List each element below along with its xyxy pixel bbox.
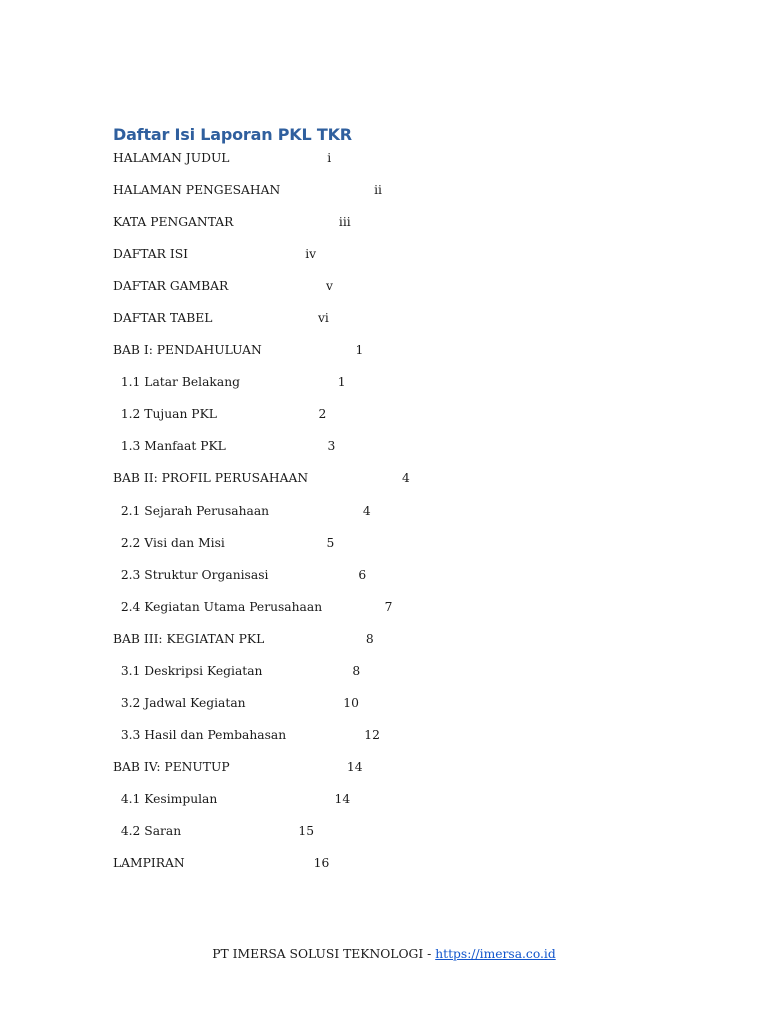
toc-entry-kata-pengantar: KATA PENGANTAR iii [113,215,351,230]
toc-entry-1-2: 1.2 Tujuan PKL 2 [113,407,327,422]
toc-entry-3-2: 3.2 Jadwal Kegiatan 10 [113,695,359,710]
toc-entry-2-1: 2.1 Sejarah Perusahaan 4 [113,503,371,518]
toc-entry-2-3: 2.3 Struktur Organisasi 6 [113,567,367,582]
toc-entry-3-3: 3.3 Hasil dan Pembahasan 12 [113,727,380,742]
document-title: Daftar Isi Laporan PKL TKR [113,125,352,144]
toc-entry-1-3: 1.3 Manfaat PKL 3 [113,439,336,454]
toc-entry-bab-3: BAB III: KEGIATAN PKL 8 [113,631,374,646]
footer-website-link[interactable]: https://imersa.co.id [435,947,556,961]
toc-entry-1-1: 1.1 Latar Belakang 1 [113,375,346,390]
toc-entry-3-1: 3.1 Deskripsi Kegiatan 8 [113,663,361,678]
page-footer [0,946,768,962]
toc-entry-bab-2: BAB II: PROFIL PERUSAHAAN 4 [113,471,410,486]
toc-entry-daftar-isi: DAFTAR ISI iv [113,247,317,262]
toc-entry-4-1: 4.1 Kesimpulan 14 [113,791,351,806]
toc-entry-2-4: 2.4 Kegiatan Utama Perusahaan 7 [113,599,393,614]
toc-entry-daftar-tabel: DAFTAR TABEL vi [113,311,329,326]
table-of-contents [113,150,410,887]
footer-company: PT IMERSA SOLUSI TEKNOLOGI - [212,947,436,961]
toc-entry-4-2: 4.2 Saran 15 [113,823,315,838]
toc-entry-lampiran: LAMPIRAN 16 [113,856,330,871]
toc-entry-halaman-pengesahan: HALAMAN PENGESAHAN ii [113,183,382,198]
toc-entry-2-2: 2.2 Visi dan Misi 5 [113,535,335,550]
toc-entry-daftar-gambar: DAFTAR GAMBAR v [113,279,333,294]
toc-entry-bab-1: BAB I: PENDAHULUAN 1 [113,343,364,358]
toc-entry-bab-4: BAB IV: PENUTUP 14 [113,759,363,774]
toc-entry-halaman-judul: HALAMAN JUDUL i [113,151,332,165]
